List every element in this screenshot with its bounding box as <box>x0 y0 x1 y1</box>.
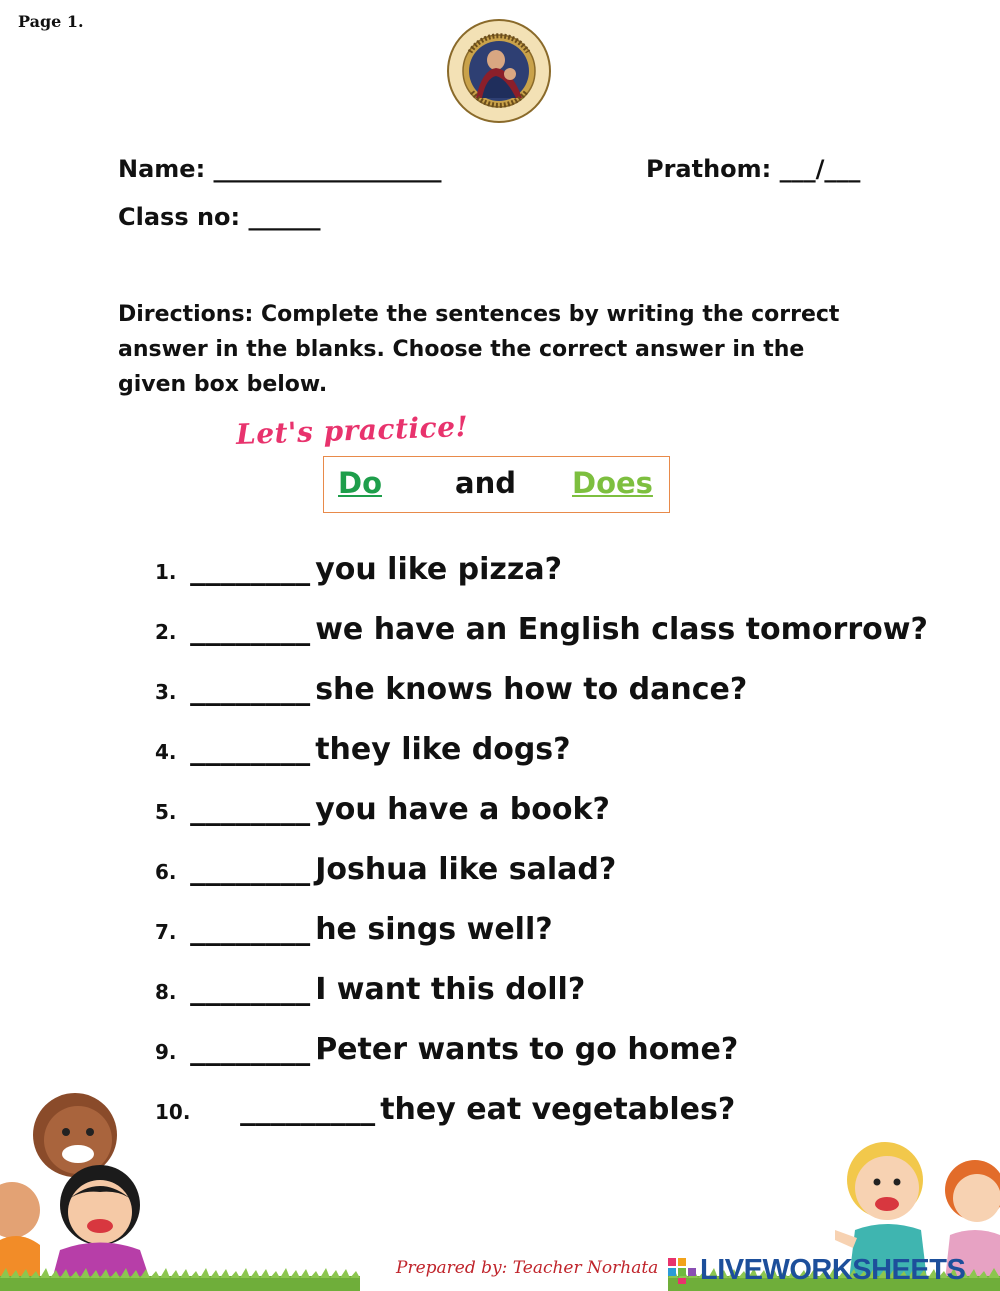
liveworksheets-brand[interactable]: LIVEWORKSHEETS <box>700 1254 966 1286</box>
grass-decoration-left <box>0 1268 360 1291</box>
question-text: you like pizza? <box>315 552 562 587</box>
question-item <box>155 1032 738 1072</box>
question-number: 5. <box>155 800 177 824</box>
question-number: 7. <box>155 920 177 944</box>
question-number: 8. <box>155 980 177 1004</box>
question-item <box>155 672 747 712</box>
answer-blank[interactable]: ________ <box>190 792 311 827</box>
cartoon-kids-left-illustration <box>0 1080 175 1280</box>
question-number: 2. <box>155 620 177 644</box>
question-number: 4. <box>155 740 177 764</box>
answer-blank[interactable]: ________ <box>190 912 311 947</box>
question-text: we have an English class tomorrow? <box>315 612 928 647</box>
answer-blank[interactable]: ________ <box>190 672 311 707</box>
question-item <box>155 792 610 832</box>
question-text: Joshua like salad? <box>315 852 617 887</box>
answer-blank[interactable]: ________ <box>190 1032 311 1067</box>
question-text: I want this doll? <box>315 972 586 1007</box>
liveworksheets-logo-icon <box>668 1258 696 1284</box>
question-item <box>155 912 553 952</box>
question-text: they like dogs? <box>315 732 571 767</box>
question-number: 10. <box>155 1100 191 1124</box>
answer-blank[interactable]: ________ <box>190 852 311 887</box>
answer-blank[interactable]: ________ <box>190 612 311 647</box>
question-item <box>155 732 571 772</box>
question-text: he sings well? <box>315 912 553 947</box>
answer-blank[interactable]: ________ <box>190 732 311 767</box>
prathom-field-line[interactable]: Prathom: ___/___ <box>646 155 861 183</box>
word-choice-box <box>323 456 670 513</box>
word-option-does: Does <box>572 466 653 500</box>
question-text: she knows how to dance? <box>315 672 748 707</box>
question-text: they eat vegetables? <box>380 1092 736 1127</box>
word-option-do: Do <box>338 466 382 500</box>
directions-text: Directions: Complete the sentences by writing the correct answer in the blanks. Choose the correct answer in the given box below. <box>118 302 840 397</box>
question-number: 3. <box>155 680 177 704</box>
question-item <box>155 972 585 1012</box>
name-field-line[interactable]: Name: ___________________ <box>118 155 442 183</box>
question-number: 1. <box>155 560 177 584</box>
answer-blank[interactable]: ________ <box>190 552 311 587</box>
question-number: 6. <box>155 860 177 884</box>
question-item <box>155 612 928 652</box>
question-item <box>155 852 616 892</box>
question-item <box>155 1092 735 1132</box>
page-number: Page 1. <box>18 12 84 31</box>
question-text: Peter wants to go home? <box>315 1032 739 1067</box>
lets-practice-banner: Let's practice! <box>235 409 469 452</box>
question-text: you have a book? <box>315 792 610 827</box>
answer-blank[interactable]: _________ <box>240 1092 376 1127</box>
answer-blank[interactable]: ________ <box>190 972 311 1007</box>
prepared-by-credit: Prepared by: Teacher Norhata <box>396 1258 659 1278</box>
class-number-field-line[interactable]: Class no: ______ <box>118 203 321 231</box>
school-seal-logo <box>446 18 552 124</box>
word-connector-and: and <box>455 466 516 500</box>
question-number: 9. <box>155 1040 177 1064</box>
question-item <box>155 552 562 592</box>
